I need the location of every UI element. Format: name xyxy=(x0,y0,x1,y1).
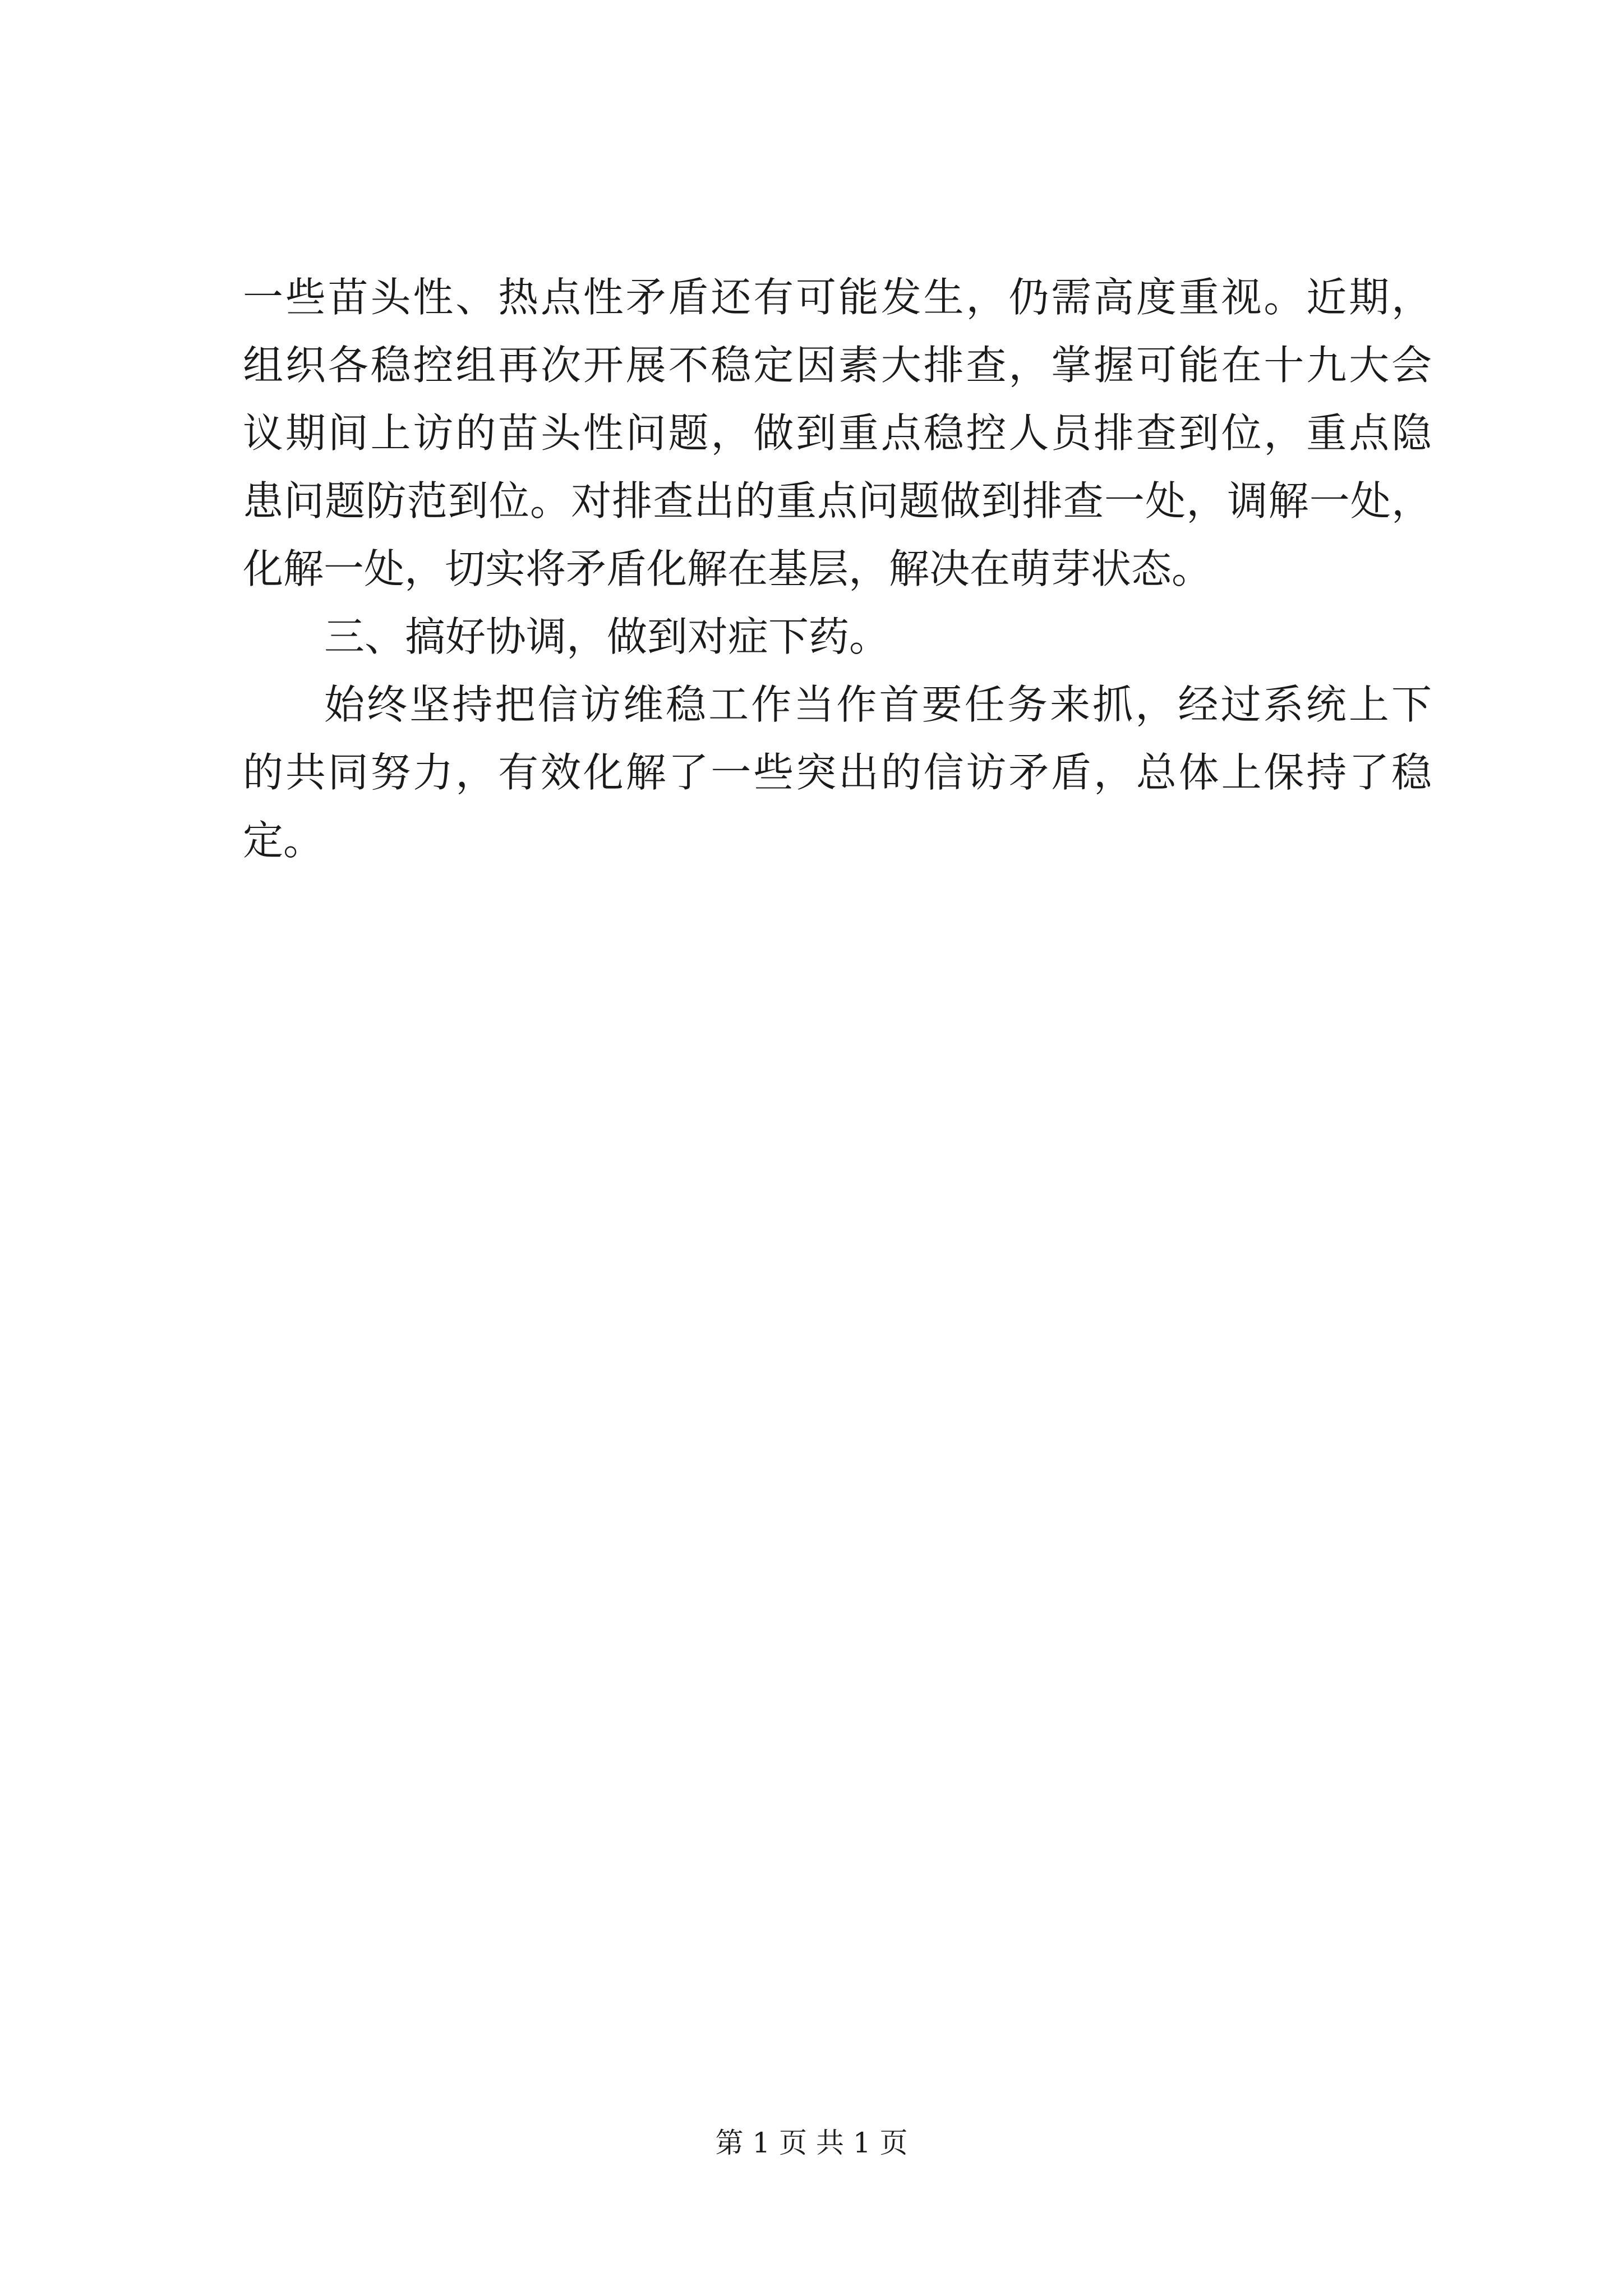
paragraph-line: 患问题防范到位。对排查出的重点问题做到排查一处，调解一处， xyxy=(243,477,1432,524)
paragraph-line: 的共同努力，有效化解了一些突出的信访矛盾，总体上保持了稳 xyxy=(243,749,1432,796)
paragraph-line: 始终坚持把信访维稳工作当作首要任务来抓，经过系统上下 xyxy=(324,681,1432,728)
paragraph-line: 组织各稳控组再次开展不稳定因素大排查，掌握可能在十九大会 xyxy=(243,342,1432,389)
section-heading: 三、搞好协调，做到对症下药。 xyxy=(324,613,890,660)
page-number-footer: 第 1 页 共 1 页 xyxy=(715,2127,908,2159)
paragraph-line: 一些苗头性、热点性矛盾还有可能发生，仍需高度重视。近期， xyxy=(243,274,1432,321)
document-body xyxy=(243,264,1432,875)
paragraph-line: 议期间上访的苗头性问题，做到重点稳控人员排查到位，重点隐 xyxy=(243,409,1432,457)
paragraph-line: 定。 xyxy=(243,817,324,864)
paragraph-line: 化解一处，切实将矛盾化解在基层，解决在萌芽状态。 xyxy=(243,545,1212,592)
